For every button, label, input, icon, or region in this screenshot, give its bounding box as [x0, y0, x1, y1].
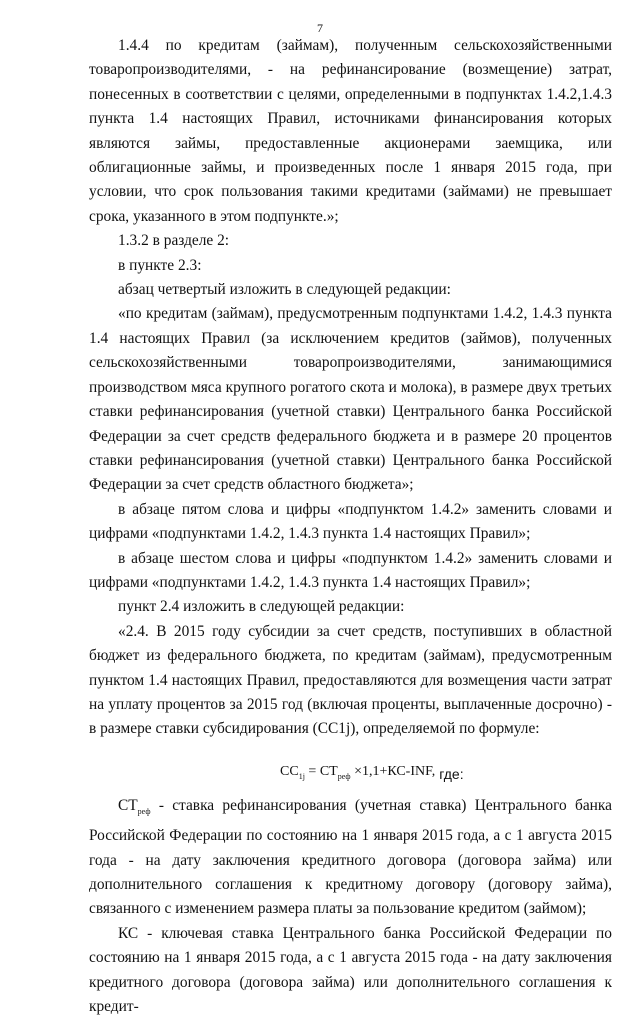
- paragraph-abzac-4: абзац четвертый изложить в следующей редакции:: [118, 281, 451, 299]
- page-number: 7: [317, 21, 323, 35]
- document-body: [89, 34, 612, 1020]
- paragraph-point-2-4: пункт 2.4 изложить в следующей редакции:: [118, 598, 405, 616]
- formula: [89, 752, 612, 790]
- paragraph-point-2-3: в пункте 2.3:: [118, 256, 202, 274]
- paragraph-ct-ref-definition: $СТ_{реф}$ - ставка рефинансирования (учетная ставка) Центрального банка Российской Федерации по состоянию на 1 января 2015 года, а с 1 августа 2015 года - на дату заключения кредитного договора (договора займа) или дополнительного соглашения к кредитному договору (договору займа), связанного с изменением размера платы за пользование кредитом (займом);: [89, 796, 612, 918]
- paragraph-abzac-5: в абзаце пятом слова и цифры «подпунктом 1.4.2» заменить словами и цифрами «подпунктами 1.4.2, 1.4.3 пункта 1.4 настоящих Правил»;: [89, 500, 612, 543]
- paragraph-quote-credits: «по кредитам (займам), предусмотренным подпунктами 1.4.2, 1.4.3 пункта 1.4 настоящих Правил (за исключением кредитов (займов), полученных сельскохозяйственными товаропроизводителями, занимающимися производством мяса крупного рогатого скота и молока), в размере двух третьих ставки рефинансирования (учетной ставки) Центрального банка Российской Федерации за счет средств федерального бюджета и в размере 20 процентов ставки рефинансирования (учетной ставки) Центрального банка Российской Федерации за счет средств областного бюджета»;: [89, 305, 612, 494]
- ct-ref-term: $СТ_{реф}$: [118, 796, 151, 816]
- paragraph-abzac-6: в абзаце шестом слова и цифры «подпунктом 1.4.2» заменить словами и цифрами «подпунктами 1.4.2, 1.4.3 пункта 1.4 настоящих Правил»;: [89, 549, 612, 591]
- paragraph-1-4-4: 1.4.4 по кредитам (займам), полученным сельскохозяйственными товаропроизводителями, - на рефинансирование (возмещение) затрат, понесенных в соответствии с целями, определенными в подпунктах 1.4.2,1.4.3 пункта 1.4 настоящих Правил, источниками финансирования которых являются займы, предоставленные акционерами заемщика, или облигационные займы, и произведенных после 1 января 2015 года, при условии, что срок пользования такими кредитами (займами) не превышает срока, указанного в этом подпункте.»;: [89, 37, 612, 225]
- formula-expression: $СС_{1j} = СТ_{реф} \times 1,1+КС-INF$, где:: [280, 763, 464, 782]
- formula-where-label: где:: [439, 765, 464, 782]
- paragraph-ks-definition: КС - ключевая ставка Центрального банка Российской Федерации по состоянию на 1 января 2015 года, а с 1 августа 2015 года - на дату заключения кредитного договора (договора займа) или дополнительного соглашения к кредит-: [89, 924, 612, 1016]
- paragraph-2-4-text: «2.4. В 2015 году субсидии за счет средств, поступивших в областной бюджет из федерального бюджета, по кредитам (займам), предусмотренным пунктом 1.4 настоящих Правил, предоставляются для возмещения части затрат на уплату процентов за 2015 год (включая проценты, выплаченные досрочно) - в размере ставки субсидирования (СС1j), определяемой по формуле:: [89, 622, 612, 738]
- paragraph-1-3-2: 1.3.2 в разделе 2:: [118, 232, 230, 250]
